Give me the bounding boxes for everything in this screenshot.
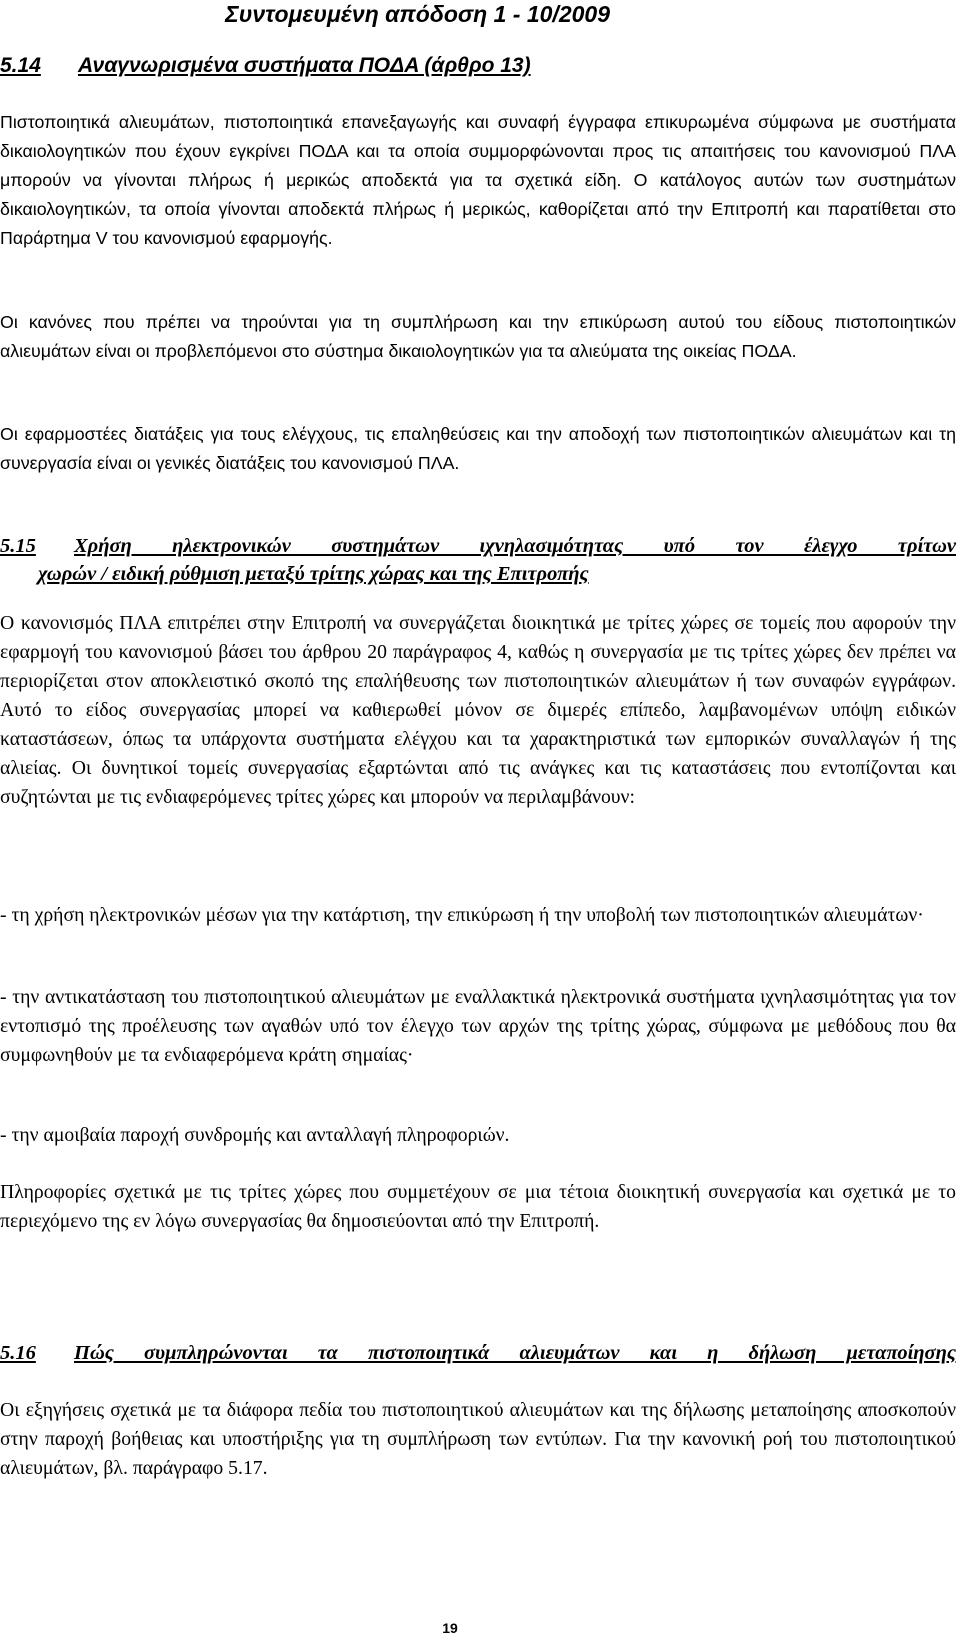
section-heading-5-16 (0, 1339, 956, 1367)
paragraph: Ο κανονισμός ΠΛΑ επιτρέπει στην Επιτροπή να συνεργάζεται διοικητικά με τρίτες χώρες σε τομείς που αφορούν την εφαρμογή του κανονισμού βάσει του άρθρου 20 παράγραφος 4, καθώς η συνεργασία με τις τρίτες χώρες δεν πρέπει να περιορίζεται στον αποκλειστικό σκοπό της επαλήθευσης των πιστοποιητικών αλιευμάτων ή των συναφών εγγράφων. Αυτό το είδος συνεργασίας μπορεί να καθιερωθεί μόνον σε διμερές επίπεδο, λαμβανομένων υπόψη ειδικών καταστάσεων, όπως τα υπάρχοντα συστήματα ελέγχου και τα χαρακτηριστικά των εμπορικών συναλλαγών ή της αλιείας. Οι δυνητικοί τομείς συνεργασίας εξαρτώνται από τις ανάγκες και τις καταστάσεις που εντοπίζονται και συζητώνται με τις ενδιαφερόμενες τρίτες χώρες και μπορούν να περιλαμβάνουν: (0, 612, 956, 808)
section-heading-5-15 (0, 532, 956, 588)
section-number: 5.16 (0, 1342, 36, 1364)
section-number: 5.14 (0, 54, 41, 77)
list-item: - την αμοιβαία παροχή συνδρομής και ανταλλαγή πληροφοριών. (0, 1124, 510, 1146)
paragraph: Πληροφορίες σχετικά με τις τρίτες χώρες που συμμετέχουν σε μια τέτοια διοικητική συνεργασία και σχετικά με το περιεχόμενο της εν λόγω συνεργασίας θα δημοσιεύονται από την Επιτροπή. (0, 1181, 956, 1232)
section-number: 5.15 (0, 535, 36, 557)
list-item: - την αντικατάσταση του πιστοποιητικού αλιευμάτων με εναλλακτικά ηλεκτρονικά συστήματα ιχνηλασιμότητας για τον εντοπισμό της προέλευσης των αγαθών υπό τον έλεγχο των αρχών της τρίτης χώρας, σύμφωνα με μεθόδους που θα συμφωνηθούν με τα ενδιαφερόμενα κράτη σημαίας· (0, 986, 956, 1066)
section-heading-5-14 (0, 52, 958, 80)
list-item: - τη χρήση ηλεκτρονικών μέσων για την κατάρτιση, την επικύρωση ή την υποβολή των πιστοποιητικών αλιευμάτων· (0, 904, 924, 926)
paragraph: Οι εξηγήσεις σχετικά με τα διάφορα πεδία του πιστοποιητικού αλιευμάτων και της δήλωσης μεταποίησης αποσκοπούν στην παροχή βοήθειας και υποστήριξης για τη συμπλήρωση των εντύπων. Για την κανονική ροή του πιστοποιητικού αλιευμάτων, βλ. παράγραφο 5.17. (0, 1399, 956, 1479)
section-title-line-2: χωρών / ειδική ρύθμιση μεταξύ τρίτης χώρας και της Επιτροπής (38, 563, 589, 585)
paragraph: Οι κανόνες που πρέπει να τηρούνται για τη συμπλήρωση και την επικύρωση αυτού του είδους πιστοποιητικών αλιευμάτων είναι οι προβλεπόμενοι στο σύστημα δικαιολογητικών για τα αλιεύματα της οικείας ΠΟΔΑ. (0, 312, 956, 361)
running-header: Συντομευμένη απόδοση 1 - 10/2009 (225, 1, 610, 27)
paragraph: Οι εφαρμοστέες διατάξεις για τους ελέγχους, τις επαληθεύσεις και την αποδοχή των πιστοποιητικών αλιευμάτων και τη συνεργασία είναι οι γενικές διατάξεις του κανονισμού ΠΛΑ. (0, 424, 956, 473)
paragraph: Πιστοποιητικά αλιευμάτων, πιστοποιητικά επανεξαγωγής και συναφή έγγραφα επικυρωμένα σύμφωνα με συστήματα δικαιολογητικών που έχουν εγκρίνει ΠΟΔΑ και τα οποία συμμορφώνονται προς τις απαιτήσεις του κανονισμού ΠΛΑ μπορούν να γίνονται πλήρως ή μερικώς αποδεκτά για τα σχετικά είδη. Ο κατάλογος αυτών των συστημάτων δικαιολογητικών, τα οποία γίνονται αποδεκτά πλήρως ή μερικώς, καθορίζεται από την Επιτροπή και παρατίθεται στο Παράρτημα V του κανονισμού εφαρμογής. (0, 112, 956, 248)
section-title-line-1: Χρήση ηλεκτρονικών συστημάτων ιχνηλασιμότητας υπό τον έλεγχο τρίτων (74, 535, 956, 557)
section-title: Πώς συμπληρώνονται τα πιστοποιητικά αλιευμάτων και η δήλωση μεταποίησης (74, 1342, 956, 1364)
section-title: Αναγνωρισμένα συστήματα ΠΟΔΑ (άρθρο 13) (78, 54, 531, 77)
page-number: 19 (442, 1620, 458, 1636)
